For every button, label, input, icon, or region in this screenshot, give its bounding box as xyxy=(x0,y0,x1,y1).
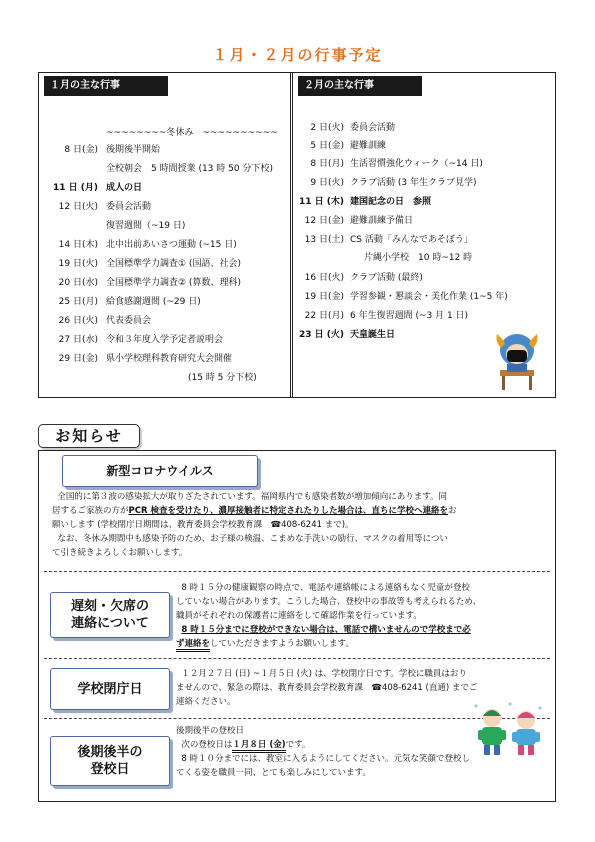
list-item: 19 日(金) 学習参観・懇談会・美化作業 (1~5 年) xyxy=(304,292,508,302)
list-item: 25 日(月) 給食感謝週間 (~29 日) xyxy=(58,297,201,307)
list-item: 29 日(金) 県小学校理科教育研究大会開催 xyxy=(58,354,233,364)
divider xyxy=(44,658,550,659)
list-item: 9 日(火) クラブ活動 (3 年生クラブ見学) xyxy=(310,178,477,188)
list-item: 復習週間（~19 日) xyxy=(106,221,186,231)
divider xyxy=(44,571,550,572)
list-item: 2 日(火) 委員会活動 xyxy=(310,123,396,133)
list-item: 20 日(水) 全国標準学力調査② (算数、理科) xyxy=(58,278,241,288)
list-item: 8 日(月) 生活習慣強化ウィーク（~14 日) xyxy=(310,159,483,169)
february-header: ２月の主な行事 xyxy=(298,76,422,96)
list-item: 8 日(金) 後期後半開始 xyxy=(64,145,161,155)
list-item: 27 日(水) 令和３年度入学予定者説明会 xyxy=(58,335,224,345)
list-item: 13 日(土) CS 活動「みんなであそぼう」 xyxy=(304,235,473,245)
list-item-continuation: 片縄小学校 10 時~12 時 xyxy=(364,253,473,263)
covid-title: 新型コロナウイルス xyxy=(62,455,258,487)
list-item-continuation: (15 時 5 分下校) xyxy=(188,373,257,383)
list-item: 16 日(火) クラブ活動 (最終) xyxy=(304,273,423,283)
list-item: 11 日 (月) 成人の日 xyxy=(52,183,143,193)
list-item: 5 日(金) 避難訓練 xyxy=(310,141,387,151)
winter-break: ~~~~~~~~冬休み ~~~~~~~~~~ xyxy=(106,128,278,138)
list-item: 11 日 (木) 建国記念の日 参照 xyxy=(298,197,432,207)
page-title: １月・２月の行事予定 xyxy=(212,46,383,64)
notices-heading: お知らせ xyxy=(38,424,140,448)
list-item: 12 日(火) 委員会活動 xyxy=(58,202,152,212)
winter-children-illustration xyxy=(470,700,550,760)
covid-text: 全国的に第３波の感染拡大が取りざたされています。福岡県内でも感染者数が増加傾向にあります。同 居するご家族の方がPCR 検査を受けたり、濃厚接触者に特定されたりした場合は、直ちに学校へ連絡をお 願いします (学校閉庁日期間は、教育委員会学校教育課 ☎408-6241 まで)。 なお、冬休み期間中も感染予防のため、お子様の検温、こまめな手洗いの励行、マスクの着用等につい て引き続きよろしくお願いします。 xyxy=(52,492,457,558)
list-item: 全校朝会 5 時間授業 (13 時 50 分下校) xyxy=(106,164,273,174)
list-item: 22 日(月) 6 年生復習週間 (~3 月 1 日) xyxy=(304,311,469,321)
list-item: 19 日(火) 全国標準学力調査① (国語、社会) xyxy=(58,259,241,269)
school-closure-text: １２月２７日 (日) ~１月５日 (火) は、学校閉庁日です。学校に職員はおり ませんので、緊急の際は、教育委員会学校教育課 ☎408-6241 (直通) までご 連絡ください。 xyxy=(176,669,478,707)
schedule-divider xyxy=(290,72,293,398)
school-closure-title: 学校閉庁日 xyxy=(50,668,170,710)
list-item: 23 日 (火) 天皇誕生日 xyxy=(298,330,396,340)
school-restart-title: 後期後半の 登校日 xyxy=(50,736,170,786)
january-header: １月の主な行事 xyxy=(44,76,168,96)
late-absence-title: 遅刻・欠席の 連絡について xyxy=(50,592,170,638)
masked-child-illustration xyxy=(492,330,542,392)
list-item: 12 日(金) 避難訓練予備日 xyxy=(304,216,414,226)
late-absence-text: 8 時１５分の健康観察の時点で、電話や連絡帳による連絡もなく児童が登校 していない場合があります。こうした場合、登校中の事故等も考えられるため、 職員がそれぞれの保護者に連絡をして確認作業を行っています。 8 時１５分までに登校ができない場合は、電話で構いませんので学校まで必 ず連絡をしていただきますようお願いします。 xyxy=(176,581,552,651)
list-item: 26 日(火) 代表委員会 xyxy=(58,316,152,326)
school-restart-text: 後期後半の登校日 次の登校日は１月８日 (金)です。 8 時１０分までには、教室に入るようにしてください。元気な笑顔で登校し てくる姿を職員一同、とても楽しみにしています。 xyxy=(176,726,471,778)
list-item: 14 日(木) 北中出前あいさつ運動 (~15 日) xyxy=(58,240,237,250)
